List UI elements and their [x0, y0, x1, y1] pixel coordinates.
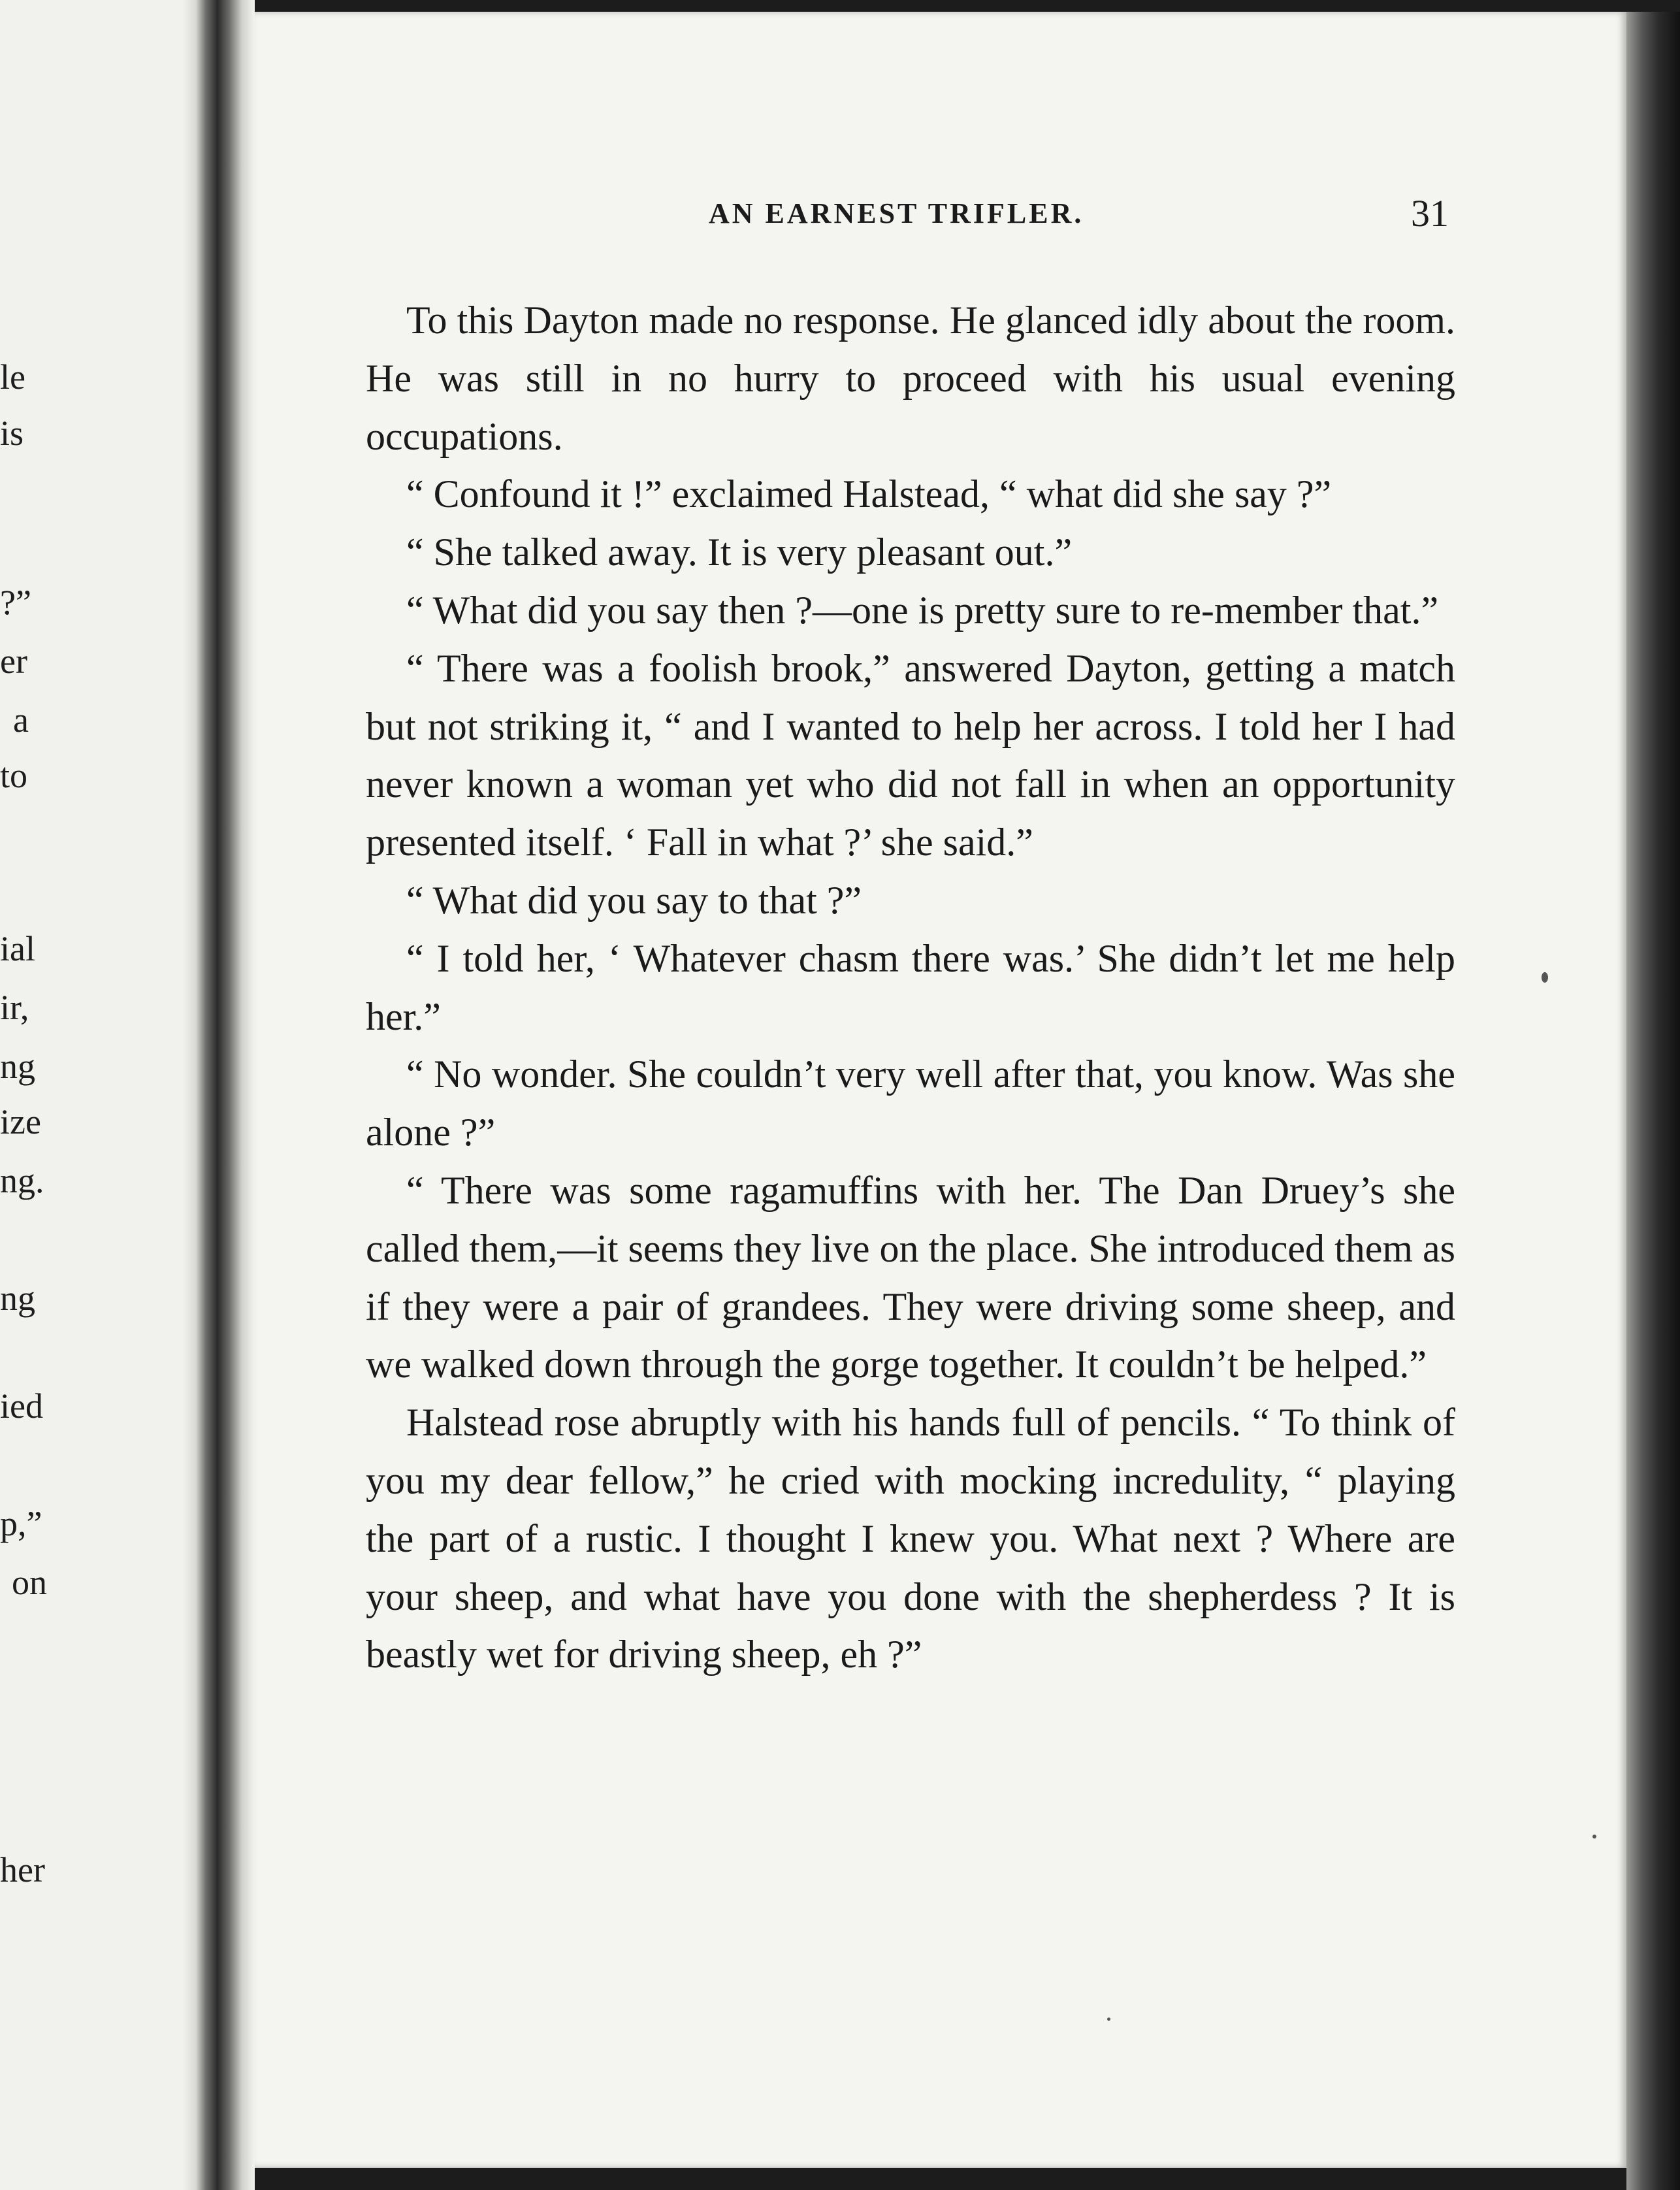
left-page-text-fragment: ir, — [0, 988, 29, 1027]
left-page-text-fragment: ize — [0, 1102, 41, 1141]
book-page — [255, 12, 1626, 2168]
left-page-text-fragment: a — [13, 700, 29, 740]
left-page-text-fragment: ial — [0, 929, 35, 968]
page-edge-shadow — [1626, 12, 1680, 2190]
paragraph: “ What did you say to that ?” — [406, 878, 862, 922]
body-text — [366, 291, 1455, 1684]
paragraph: Halstead rose abruptly with his hands full of pencils. “ To think of you my dear fellow,” he cried with mocking incredulity, “ playing the part of a rustic. I thought I knew you. What next ? Where are your sheep, and what have you done with the shepherdess ? It is beastly wet for driving sheep, eh ?” — [366, 1401, 1455, 1676]
paragraph: “ What did you say then ?—one is pretty sure to re-member that.” — [406, 588, 1439, 632]
paragraph: To this Dayton made no response. He glanced idly about the room. He was still in no hurry to proceed with his usual evening occupations. — [366, 299, 1455, 458]
left-page-text-fragment: p,” — [0, 1504, 42, 1543]
left-page-text-fragment: on — [12, 1563, 47, 1602]
page-number: 31 — [1411, 192, 1449, 235]
left-page-text-fragment: her — [0, 1850, 45, 1889]
left-page-text-fragment: ng — [0, 1279, 35, 1318]
paragraph: “ Confound it !” exclaimed Halstead, “ what did she say ?” — [406, 472, 1332, 516]
left-page-text-fragment: ng. — [0, 1161, 44, 1200]
running-head — [255, 192, 1626, 236]
left-page-text-fragment: le — [0, 357, 25, 397]
left-page-text-fragment: ng — [0, 1047, 35, 1086]
running-title: AN EARNEST TRIFLER. — [709, 197, 1084, 229]
paragraph: “ There was a foolish brook,” answered Dayton, getting a match but not striking it, “ and I wanted to help her across. I told her I had never known a woman yet who did not fall in when an opportunity presented itself. ‘ Fall in what ?’ she said.” — [366, 646, 1455, 864]
left-page-text-fragment: is — [0, 414, 24, 453]
left-page-text-fragment: to — [0, 756, 28, 795]
paragraph: “ I told her, ‘ Whatever chasm there was.’ She didn’t let me help her.” — [366, 936, 1455, 1038]
paragraph: “ She talked away. It is very pleasant out.” — [406, 531, 1073, 574]
paragraph: “ There was some ragamuffins with her. The Dan Druey’s she called them,—it seems they live on the place. She introduced them as if they were a pair of grandees. They were driving some sheep, and we walked down through the gorge together. It couldn’t be helped.” — [366, 1168, 1455, 1386]
left-page-text-fragment: er — [0, 642, 27, 681]
previous-page-fragment — [0, 0, 196, 2190]
left-page-text-fragment: ied — [0, 1386, 43, 1426]
paragraph: “ No wonder. She couldn’t very well after that, you know. Was she alone ?” — [366, 1053, 1455, 1154]
book-gutter — [183, 0, 255, 2190]
left-page-text-fragment: ?” — [0, 583, 31, 622]
